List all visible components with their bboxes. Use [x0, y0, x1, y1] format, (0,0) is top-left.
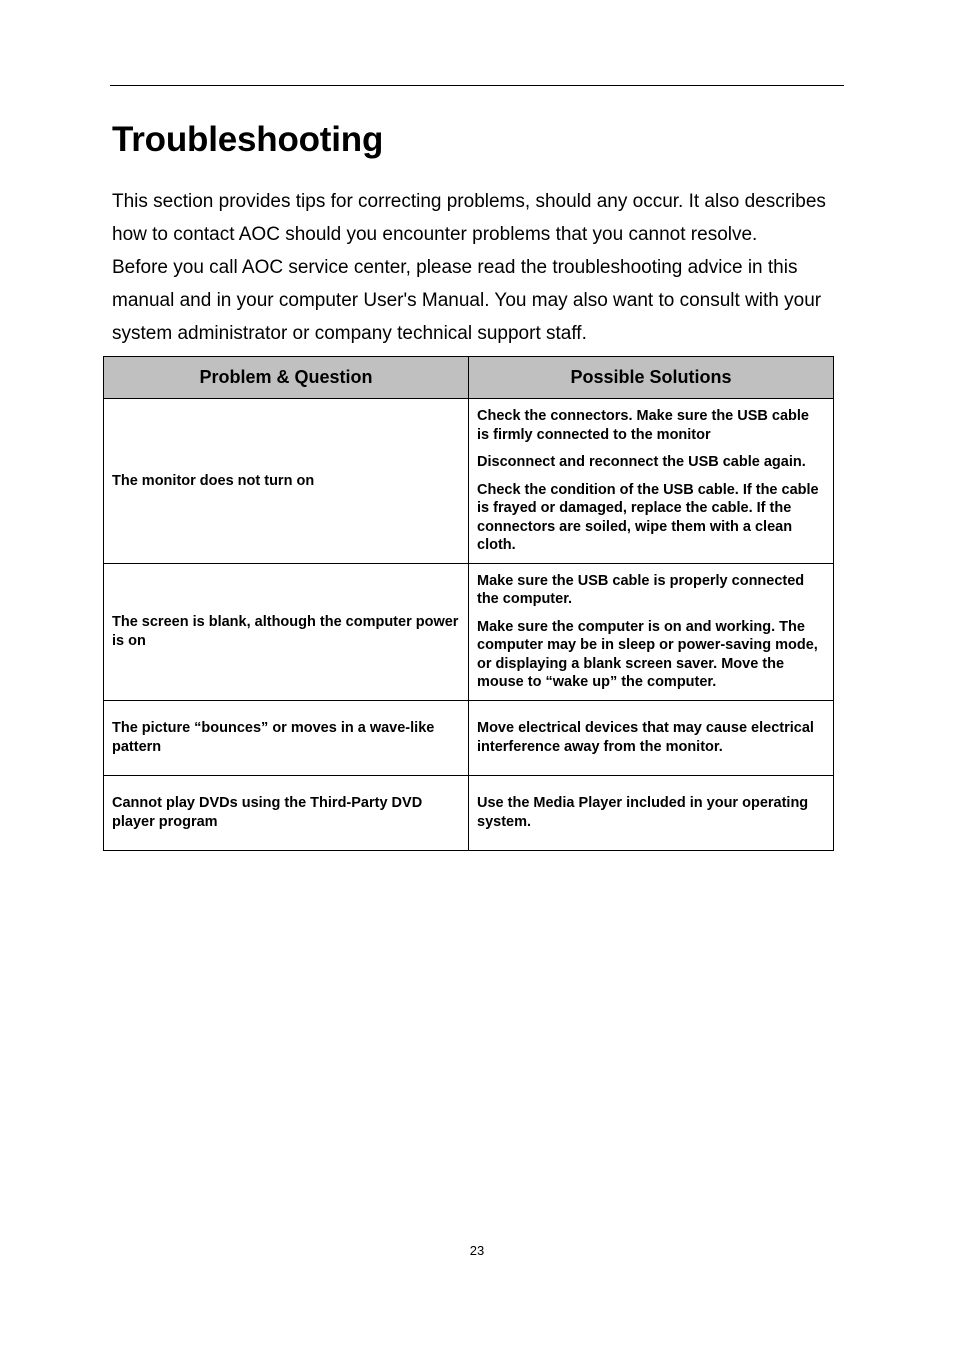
table-row — [104, 399, 834, 564]
problem-cell: The monitor does not turn on — [104, 399, 469, 564]
solution-text: Make sure the USB cable is properly connected the computer. — [477, 572, 805, 607]
intro-section — [112, 185, 852, 350]
table-header-row — [104, 357, 834, 399]
intro-paragraph: Before you call AOC service center, please read the troubleshooting advice in this manual and in your computer User's Manual. You may also want to consult with your system administrator or company technical support staff. — [112, 257, 822, 344]
page-title: Troubleshooting — [112, 120, 384, 159]
solutions-cell — [469, 775, 834, 850]
table-row — [104, 563, 834, 700]
solutions-cell — [469, 399, 834, 564]
solution-text: Use the Media Player included in your operating system. — [477, 795, 809, 830]
troubleshooting-table — [103, 356, 834, 851]
problem-cell: Cannot play DVDs using the Third-Party DVD player program — [104, 775, 469, 850]
solutions-cell — [469, 700, 834, 775]
solution-text: Move electrical devices that may cause electrical interference away from the monitor. — [477, 720, 814, 755]
solution-text: Disconnect and reconnect the USB cable again. — [477, 454, 806, 470]
solution-text: Check the connectors. Make sure the USB cable is firmly connected to the monitor — [477, 408, 809, 443]
problem-cell: The picture “bounces” or moves in a wave-like pattern — [104, 700, 469, 775]
solution-text: Make sure the computer is on and working. The computer may be in sleep or power-saving mode, or displaying a blank screen saver. Move the mouse to “wake up” the computer. — [477, 618, 818, 690]
table-row — [104, 700, 834, 775]
solution-text: Check the condition of the USB cable. If the cable is frayed or damaged, replace the cable. If the connectors are soiled, wipe them with a clean cloth. — [477, 481, 819, 553]
header-rule — [110, 85, 844, 86]
table-row — [104, 775, 834, 850]
problem-cell: The screen is blank, although the computer power is on — [104, 563, 469, 700]
solutions-cell — [469, 563, 834, 700]
page-number: 23 — [469, 1243, 485, 1258]
intro-paragraph: This section provides tips for correcting problems, should any occur. It also describes how to contact AOC should you encounter problems that you cannot resolve. — [112, 191, 826, 245]
column-header-solutions: Possible Solutions — [469, 357, 834, 399]
column-header-problem: Problem & Question — [104, 357, 469, 399]
